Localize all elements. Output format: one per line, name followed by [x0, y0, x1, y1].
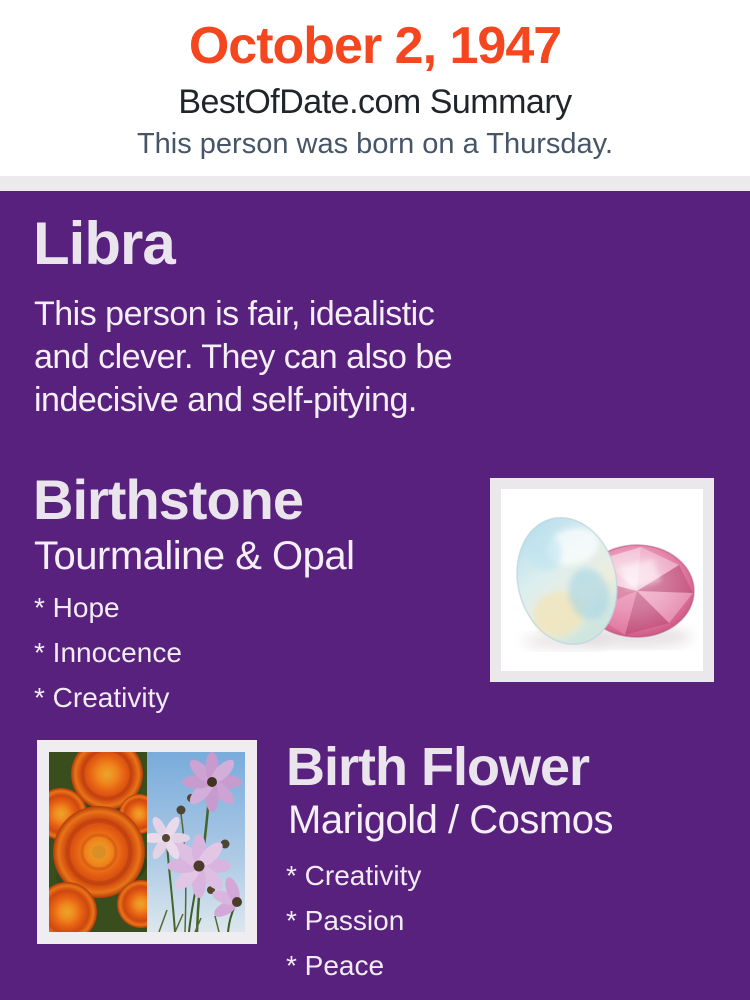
- birthstone-trait: * Innocence: [34, 637, 182, 668]
- summary-panel: [0, 191, 750, 1000]
- birth-flower-trait: * Creativity: [286, 860, 422, 891]
- born-on-weekday-line: This person was born on a Thursday.: [136, 128, 614, 160]
- marigold-and-cosmos-illustration: [49, 752, 245, 932]
- divider-strip: [0, 176, 750, 191]
- opal-and-tourmaline-illustration: [501, 489, 703, 671]
- birthstone-names: Tourmaline & Opal: [34, 534, 355, 578]
- birth-flower-names: Marigold / Cosmos: [288, 798, 613, 842]
- birth-flower-image: [37, 740, 257, 944]
- birth-flower-heading: Birth Flower: [286, 737, 590, 797]
- birthstone-traits-list: [34, 585, 182, 720]
- zodiac-heading: Libra: [33, 210, 175, 277]
- site-summary-subtitle: BestOfDate.com Summary: [178, 83, 572, 121]
- zodiac-description-line: This person is fair, idealistic: [34, 295, 435, 333]
- birthstone-trait: * Creativity: [34, 682, 170, 713]
- birthstone-trait: * Hope: [34, 592, 120, 623]
- cosmos-photo-half: [142, 752, 245, 932]
- birth-flower-trait: * Passion: [286, 905, 405, 936]
- birthstone-heading: Birthstone: [33, 468, 303, 531]
- birthstone-image: [490, 478, 714, 682]
- page-title: October 2, 1947: [188, 17, 562, 75]
- header: [0, 0, 750, 176]
- zodiac-description-line: indecisive and self-pitying.: [34, 381, 417, 419]
- birth-flower-traits-list: [286, 853, 421, 988]
- zodiac-description: [34, 293, 452, 422]
- birth-flower-trait: * Peace: [286, 950, 385, 981]
- zodiac-description-line: and clever. They can also be: [34, 338, 453, 376]
